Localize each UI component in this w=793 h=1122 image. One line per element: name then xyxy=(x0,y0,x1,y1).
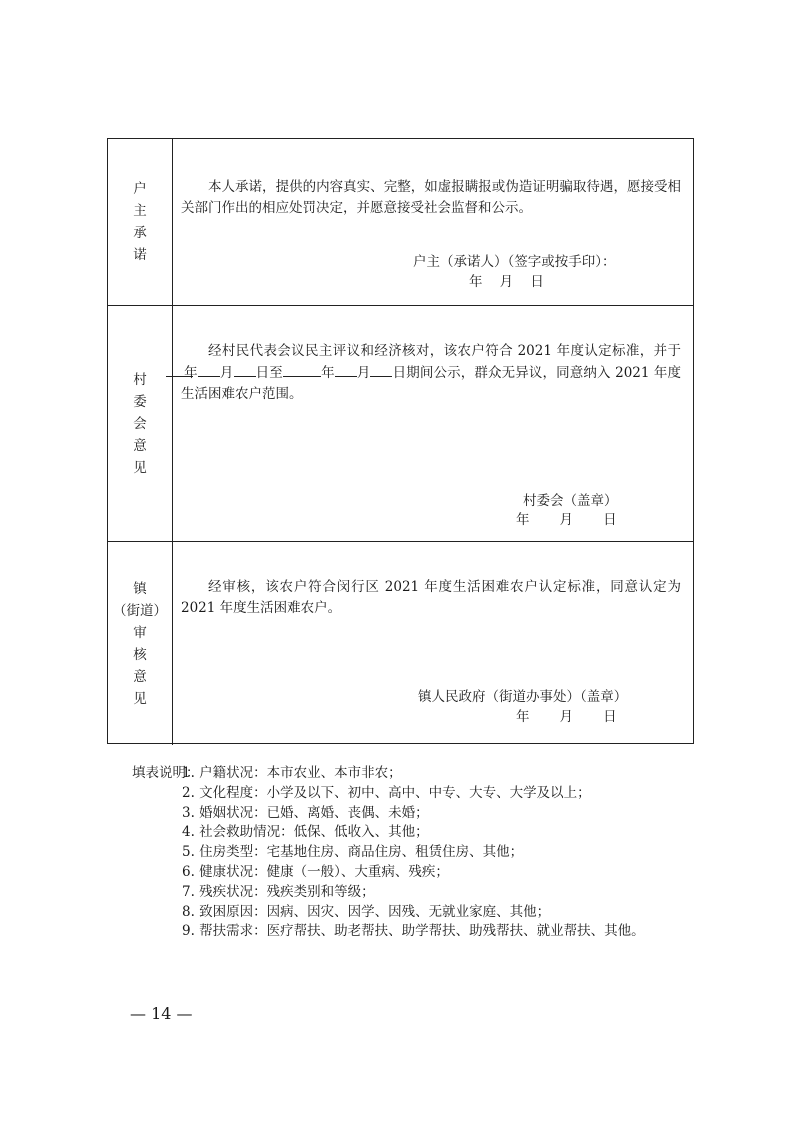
label-village-committee-opinion xyxy=(108,306,173,541)
label-char: 村 xyxy=(133,371,147,388)
label-char: （街道） xyxy=(113,602,167,619)
commitment-text: 本人承诺，提供的内容真实、完整，如虚报瞒报或伪造证明骗取待遇，愿接受相关部门作出的相应处罚决定，并愿意接受社会监督和公示。 xyxy=(181,179,681,216)
instruction-item: 1. 户籍状况：本市农业、本市非农； xyxy=(182,765,402,781)
opinion-text-part: 日期间公示，群众无异议，同意纳入 2021 年度生活困难农户范围。 xyxy=(181,365,682,402)
content-town-review-opinion xyxy=(173,542,693,745)
instruction-item: 7. 残疾状况：残疾类别和等级； xyxy=(182,883,375,900)
blank-underline xyxy=(335,362,357,377)
town-opinion-text: 经审核，该农户符合闵行区 2021 年度生活困难农户认定标准，同意认定为 2021 年度生活困难农户。 xyxy=(181,579,681,616)
row-town-review-opinion xyxy=(108,542,693,745)
label-char: 户 xyxy=(133,181,147,197)
row-village-committee-opinion xyxy=(108,306,693,542)
label-char: 审 xyxy=(133,624,147,641)
village-seal-line: 村委会（盖章） xyxy=(523,493,618,509)
instruction-item: 4. 社会救助情况：低保、低收入、其他； xyxy=(182,824,429,841)
label-char: 意 xyxy=(133,668,147,685)
label-char: 见 xyxy=(133,690,147,707)
village-opinion-text xyxy=(181,341,681,405)
village-date-line: 年 月 日 xyxy=(516,512,617,528)
instruction-item: 5. 住房类型：宅基地住房、商品住房、租赁住房、其他； xyxy=(182,844,524,861)
blank-underline xyxy=(234,362,256,377)
label-char: 见 xyxy=(133,459,147,476)
instructions-list xyxy=(182,764,645,942)
label-char: 核 xyxy=(133,646,147,663)
town-date-line: 年 月 日 xyxy=(516,709,617,725)
content-village-committee-opinion xyxy=(173,306,693,541)
opinion-text-part: 月 xyxy=(356,365,371,381)
label-char: 委 xyxy=(133,393,147,410)
commitment-date-line: 年 月 日 xyxy=(469,274,544,290)
application-form-table xyxy=(107,138,694,744)
label-char: 主 xyxy=(133,203,147,219)
label-household-commitment xyxy=(108,139,173,305)
opinion-text-part: 年 xyxy=(320,365,335,381)
opinion-text-part: 年 xyxy=(184,365,198,381)
instructions-heading: 填表说明： xyxy=(132,765,200,781)
blank-underline xyxy=(198,362,220,377)
town-seal-line: 镇人民政府（街道办事处）（盖章） xyxy=(418,689,628,705)
label-char: 镇 xyxy=(133,580,147,597)
blank-underline xyxy=(283,362,321,377)
label-char: 意 xyxy=(133,437,147,454)
instruction-item: 3. 婚姻状况：已婚、离婚、丧偶、未婚； xyxy=(182,804,429,821)
instruction-item: 2. 文化程度：小学及以下、初中、高中、中专、大专、大学及以上； xyxy=(182,784,591,801)
row-household-commitment xyxy=(108,139,693,306)
label-char: 承 xyxy=(133,225,147,241)
instruction-item: 9. 帮扶需求：医疗帮扶、助老帮扶、助学帮扶、助残帮扶、就业帮扶、其他。 xyxy=(182,923,645,940)
commitment-signature-line: 户主（承诺人）（签字或按手印）： xyxy=(413,254,616,270)
blank-underline xyxy=(166,362,184,377)
label-char: 会 xyxy=(133,415,147,432)
page-number: — 14 — xyxy=(130,1004,193,1023)
opinion-text-part: 经村民代表会议民主评议和经济核对，该农户符合 2021 年度认定标准，并于 xyxy=(208,343,681,359)
label-char: 诺 xyxy=(133,247,147,263)
label-town-review-opinion xyxy=(108,542,173,745)
opinion-text-part: 月 xyxy=(219,365,234,381)
blank-underline xyxy=(370,362,392,377)
opinion-text-part: 日至 xyxy=(255,365,283,381)
instruction-item: 6. 健康状况：健康（一般）、大重病、残疾； xyxy=(182,863,449,880)
content-household-commitment xyxy=(173,139,693,305)
instruction-item: 8. 致困原因：因病、因灾、因学、因残、无就业家庭、其他； xyxy=(182,903,551,920)
